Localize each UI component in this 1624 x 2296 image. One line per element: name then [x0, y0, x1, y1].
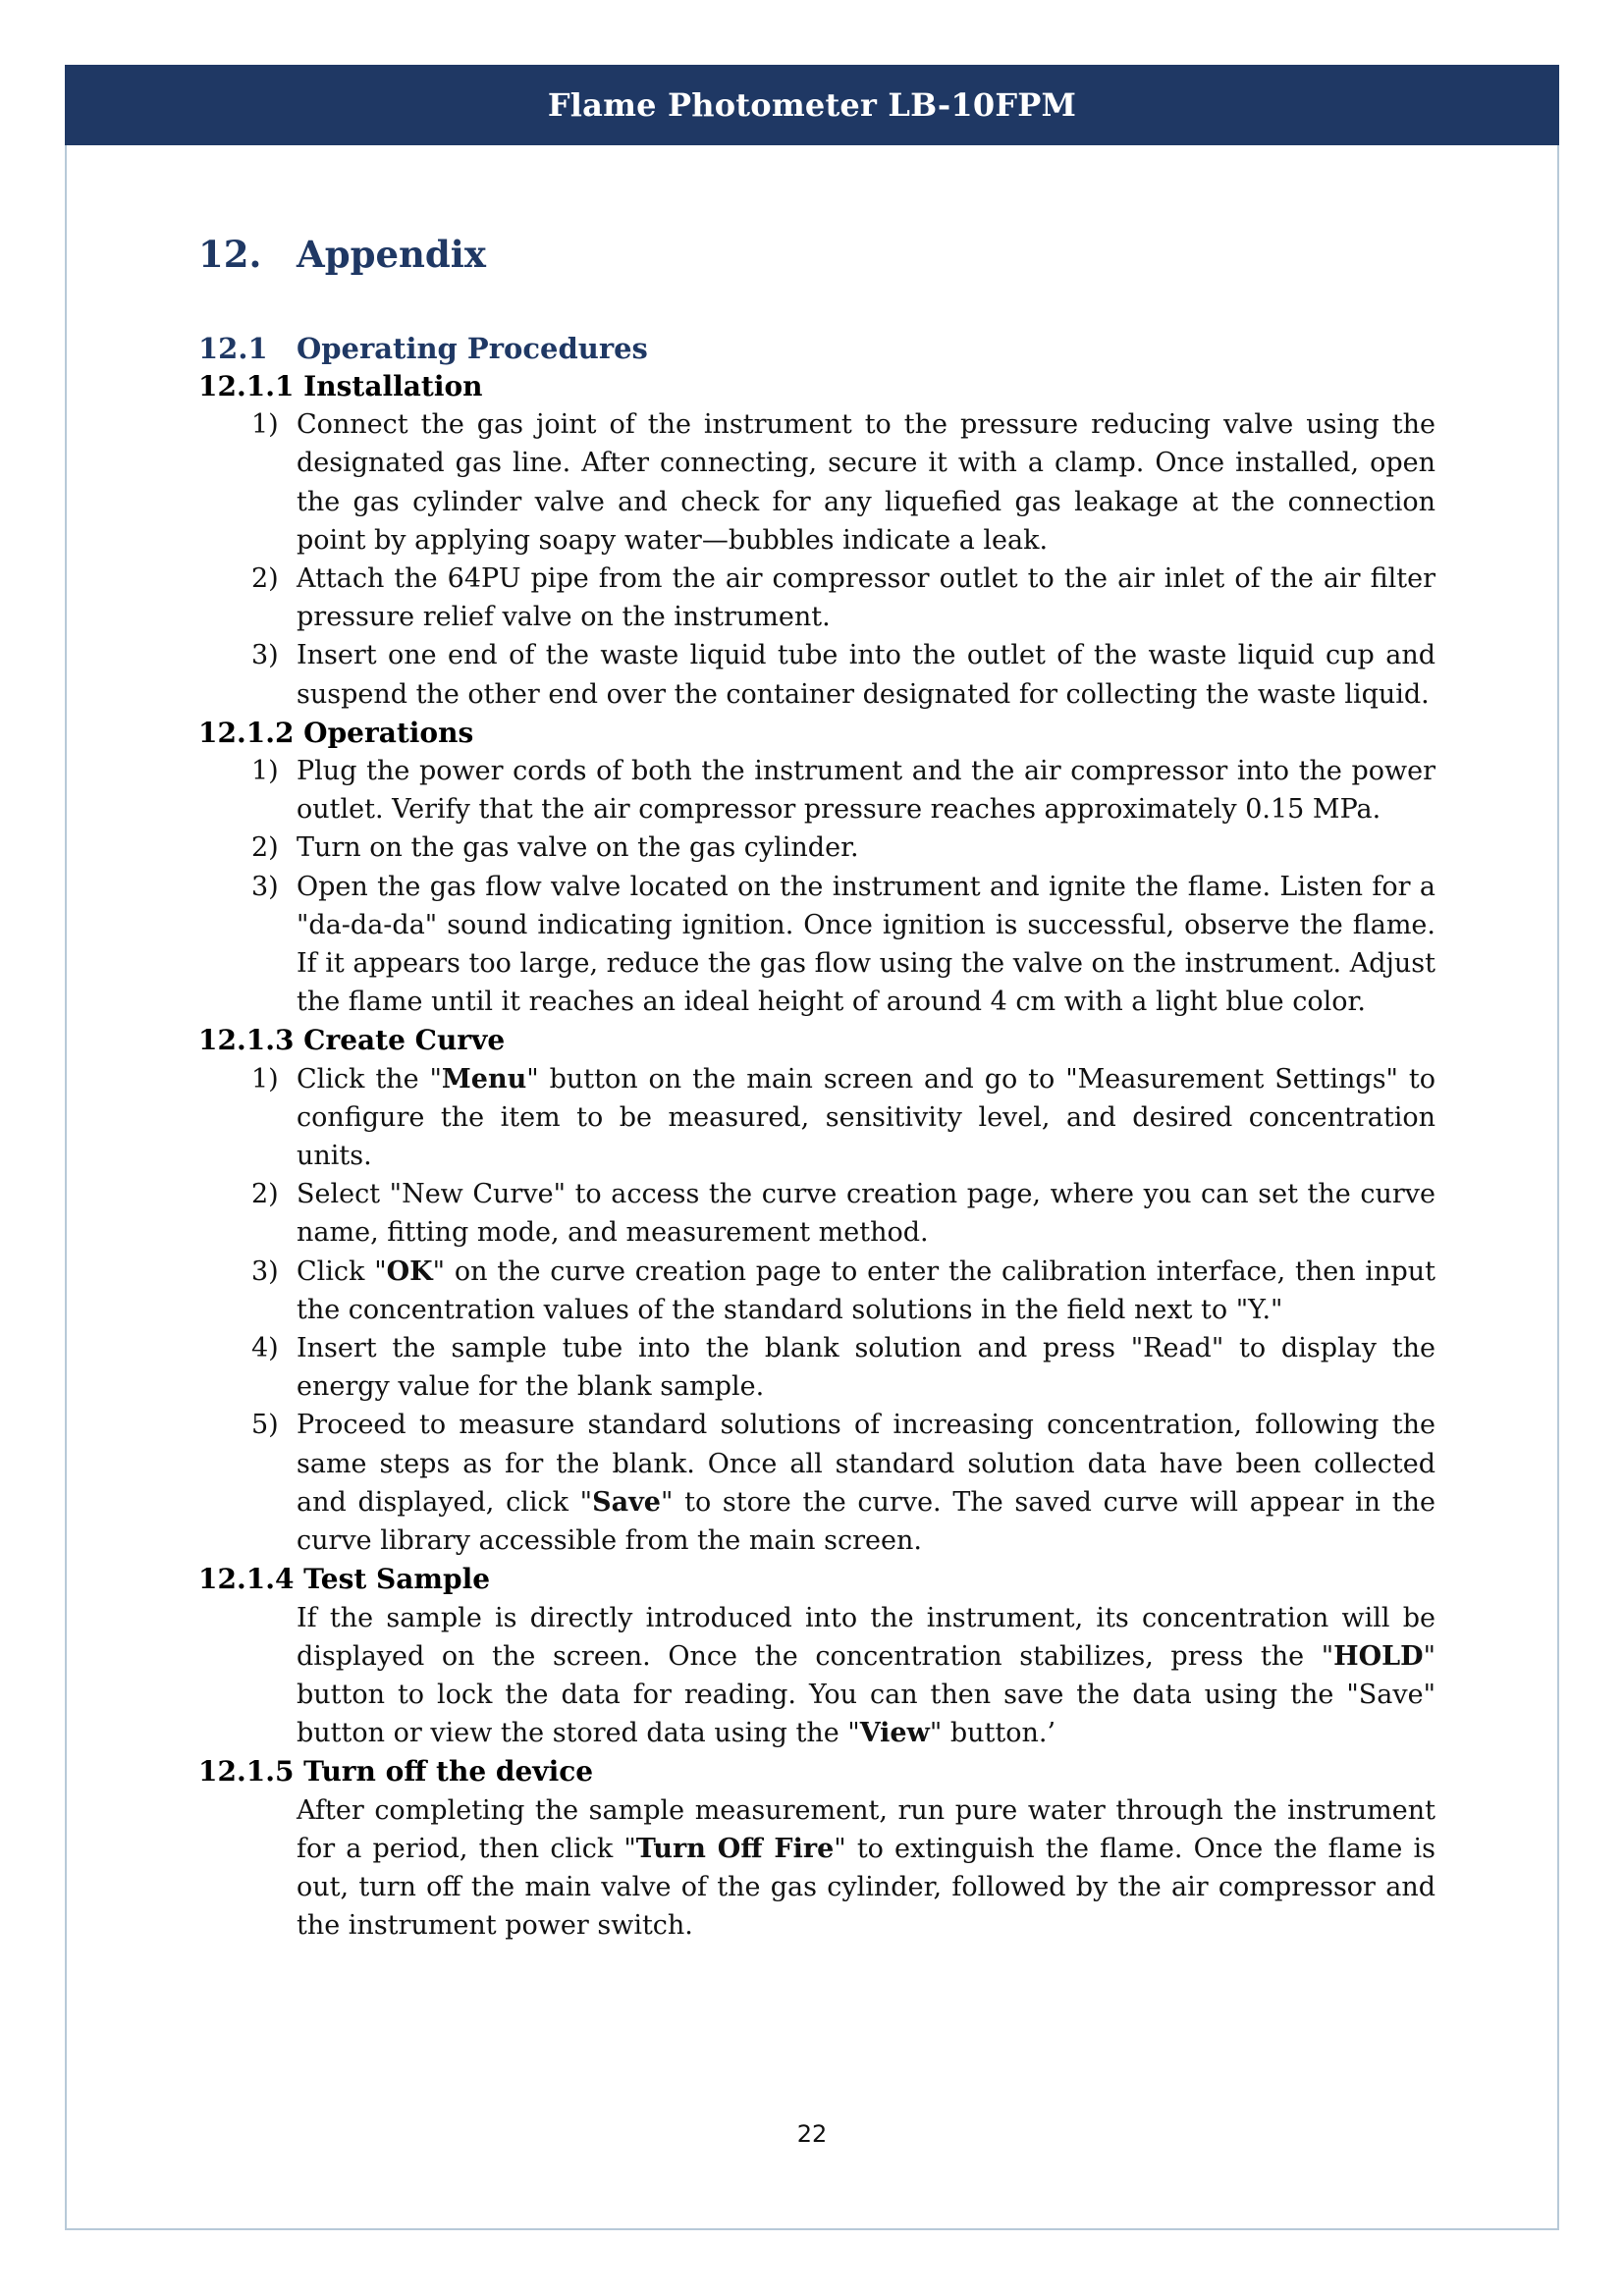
list-item: [198, 560, 1435, 636]
list-marker: 4): [251, 1333, 279, 1364]
list-marker: 5): [251, 1410, 279, 1441]
list-item-text: Proceed to measure standard solutions of increasing concentration, following the same steps as for the blank. Once all standard solution data have been collected and displayed, click "Save" to store the curve. The saved curve will appear in the curve library accessible from the main screen.: [297, 1410, 1435, 1557]
list-marker: 1): [251, 1063, 279, 1095]
list-item: [198, 1060, 1435, 1176]
save-term: Save: [592, 1486, 661, 1518]
list-item: [198, 1175, 1435, 1252]
list-item-text: Insert the sample tube into the blank solution and press "Read" to display the energy value for the blank sample.: [297, 1333, 1435, 1403]
chapter-number: 12.: [198, 233, 262, 276]
list-item: [198, 752, 1435, 828]
view-term: View: [859, 1718, 930, 1749]
list-marker: 2): [251, 563, 279, 595]
menu-term: Menu: [441, 1063, 527, 1095]
list-marker: 3): [251, 640, 279, 671]
list-item-text: Open the gas flow valve located on the instrument and ignite the flame. Listen for a "da-da-da" sound indicating ignition. Once ignition is successful, observe the flame. If it appears too large, reduce the gas flow using the valve on the instrument. Adjust the flame until it reaches an ideal height of around 4 cm with a light blue color.: [297, 871, 1435, 1018]
document-header: [65, 65, 1559, 145]
test-sample-paragraph: If the sample is directly introduced into the instrument, its concentration will be displayed on the screen. Once the concentration stabilizes, press the "HOLD" button to lock the data for reading. You can then save the data using the "Save" button or view the stored data using the "View" button.’: [297, 1602, 1435, 1749]
section-title: Operating Procedures: [297, 332, 648, 365]
installation-list: [198, 405, 1435, 714]
list-item-text: Connect the gas joint of the instrument to the pressure reducing valve using the designated gas line. After connecting, secure it with a clamp. Once installed, open the gas cylinder valve and check for any liquefied gas leakage at the connection point by applying soapy water—bubbles indicate a leak.: [297, 409, 1435, 556]
chapter-heading: [198, 232, 1435, 277]
create-curve-heading: 12.1.3 Create Curve: [198, 1024, 506, 1057]
section-heading: [198, 330, 1435, 367]
ok-term: OK: [386, 1255, 433, 1287]
list-item-text: Select "New Curve" to access the curve creation page, where you can set the curve name, fitting mode, and measurement method.: [297, 1179, 1435, 1249]
list-marker: 3): [251, 1255, 279, 1287]
hold-term: HOLD: [1333, 1640, 1424, 1672]
page-content: [198, 232, 1435, 1945]
list-marker: 2): [251, 832, 279, 864]
list-item: [198, 636, 1435, 713]
turn-off-fire-term: Turn Off Fire: [635, 1833, 835, 1864]
operations-list: [198, 752, 1435, 1021]
create-curve-list: [198, 1060, 1435, 1561]
chapter-title: Appendix: [297, 233, 486, 276]
turn-off-paragraph: After completing the sample measurement, run pure water through the instrument for a period, then click "Turn Off Fire" to extinguish the flame. Once the flame is out, turn off the main valve of the gas cylinder, followed by the air compressor and the instrument power switch.: [297, 1794, 1435, 1942]
list-item-text: Attach the 64PU pipe from the air compressor outlet to the air inlet of the air filter pressure relief valve on the instrument.: [297, 563, 1435, 633]
section-number: 12.1: [198, 332, 268, 365]
list-item-text: Click the "Menu" button on the main screen and go to "Measurement Settings" to configure the item to be measured, sensitivity level, and desired concentration units.: [297, 1063, 1436, 1172]
list-item: [198, 868, 1435, 1022]
test-sample-heading: 12.1.4 Test Sample: [198, 1563, 491, 1596]
header-title: Flame Photometer LB-10FPM: [547, 86, 1077, 124]
list-item: [198, 1253, 1435, 1329]
turn-off-heading: 12.1.5 Turn off the device: [198, 1755, 594, 1789]
list-marker: 1): [251, 409, 279, 441]
list-item: [198, 1329, 1435, 1406]
list-item: [198, 405, 1435, 560]
list-marker: 3): [251, 871, 279, 902]
installation-heading: 12.1.1 Installation: [198, 370, 483, 402]
list-item-text: Click "OK" on the curve creation page to enter the calibration interface, then input the concentration values of the standard solutions in the field next to "Y.": [297, 1255, 1435, 1325]
operations-heading: 12.1.2 Operations: [198, 716, 474, 749]
list-item-text: Insert one end of the waste liquid tube into the outlet of the waste liquid cup and suspend the other end over the container designated for collecting the waste liquid.: [297, 640, 1435, 710]
list-item-text: Plug the power cords of both the instrument and the air compressor into the power outlet. Verify that the air compressor pressure reaches approximately 0.15 MPa.: [297, 756, 1435, 826]
list-item: [198, 828, 1435, 867]
list-marker: 2): [251, 1179, 279, 1210]
list-item: [198, 1406, 1435, 1560]
list-marker: 1): [251, 756, 279, 787]
list-item-text: Turn on the gas valve on the gas cylinder.: [297, 832, 859, 864]
page-number: 22: [796, 2120, 828, 2148]
